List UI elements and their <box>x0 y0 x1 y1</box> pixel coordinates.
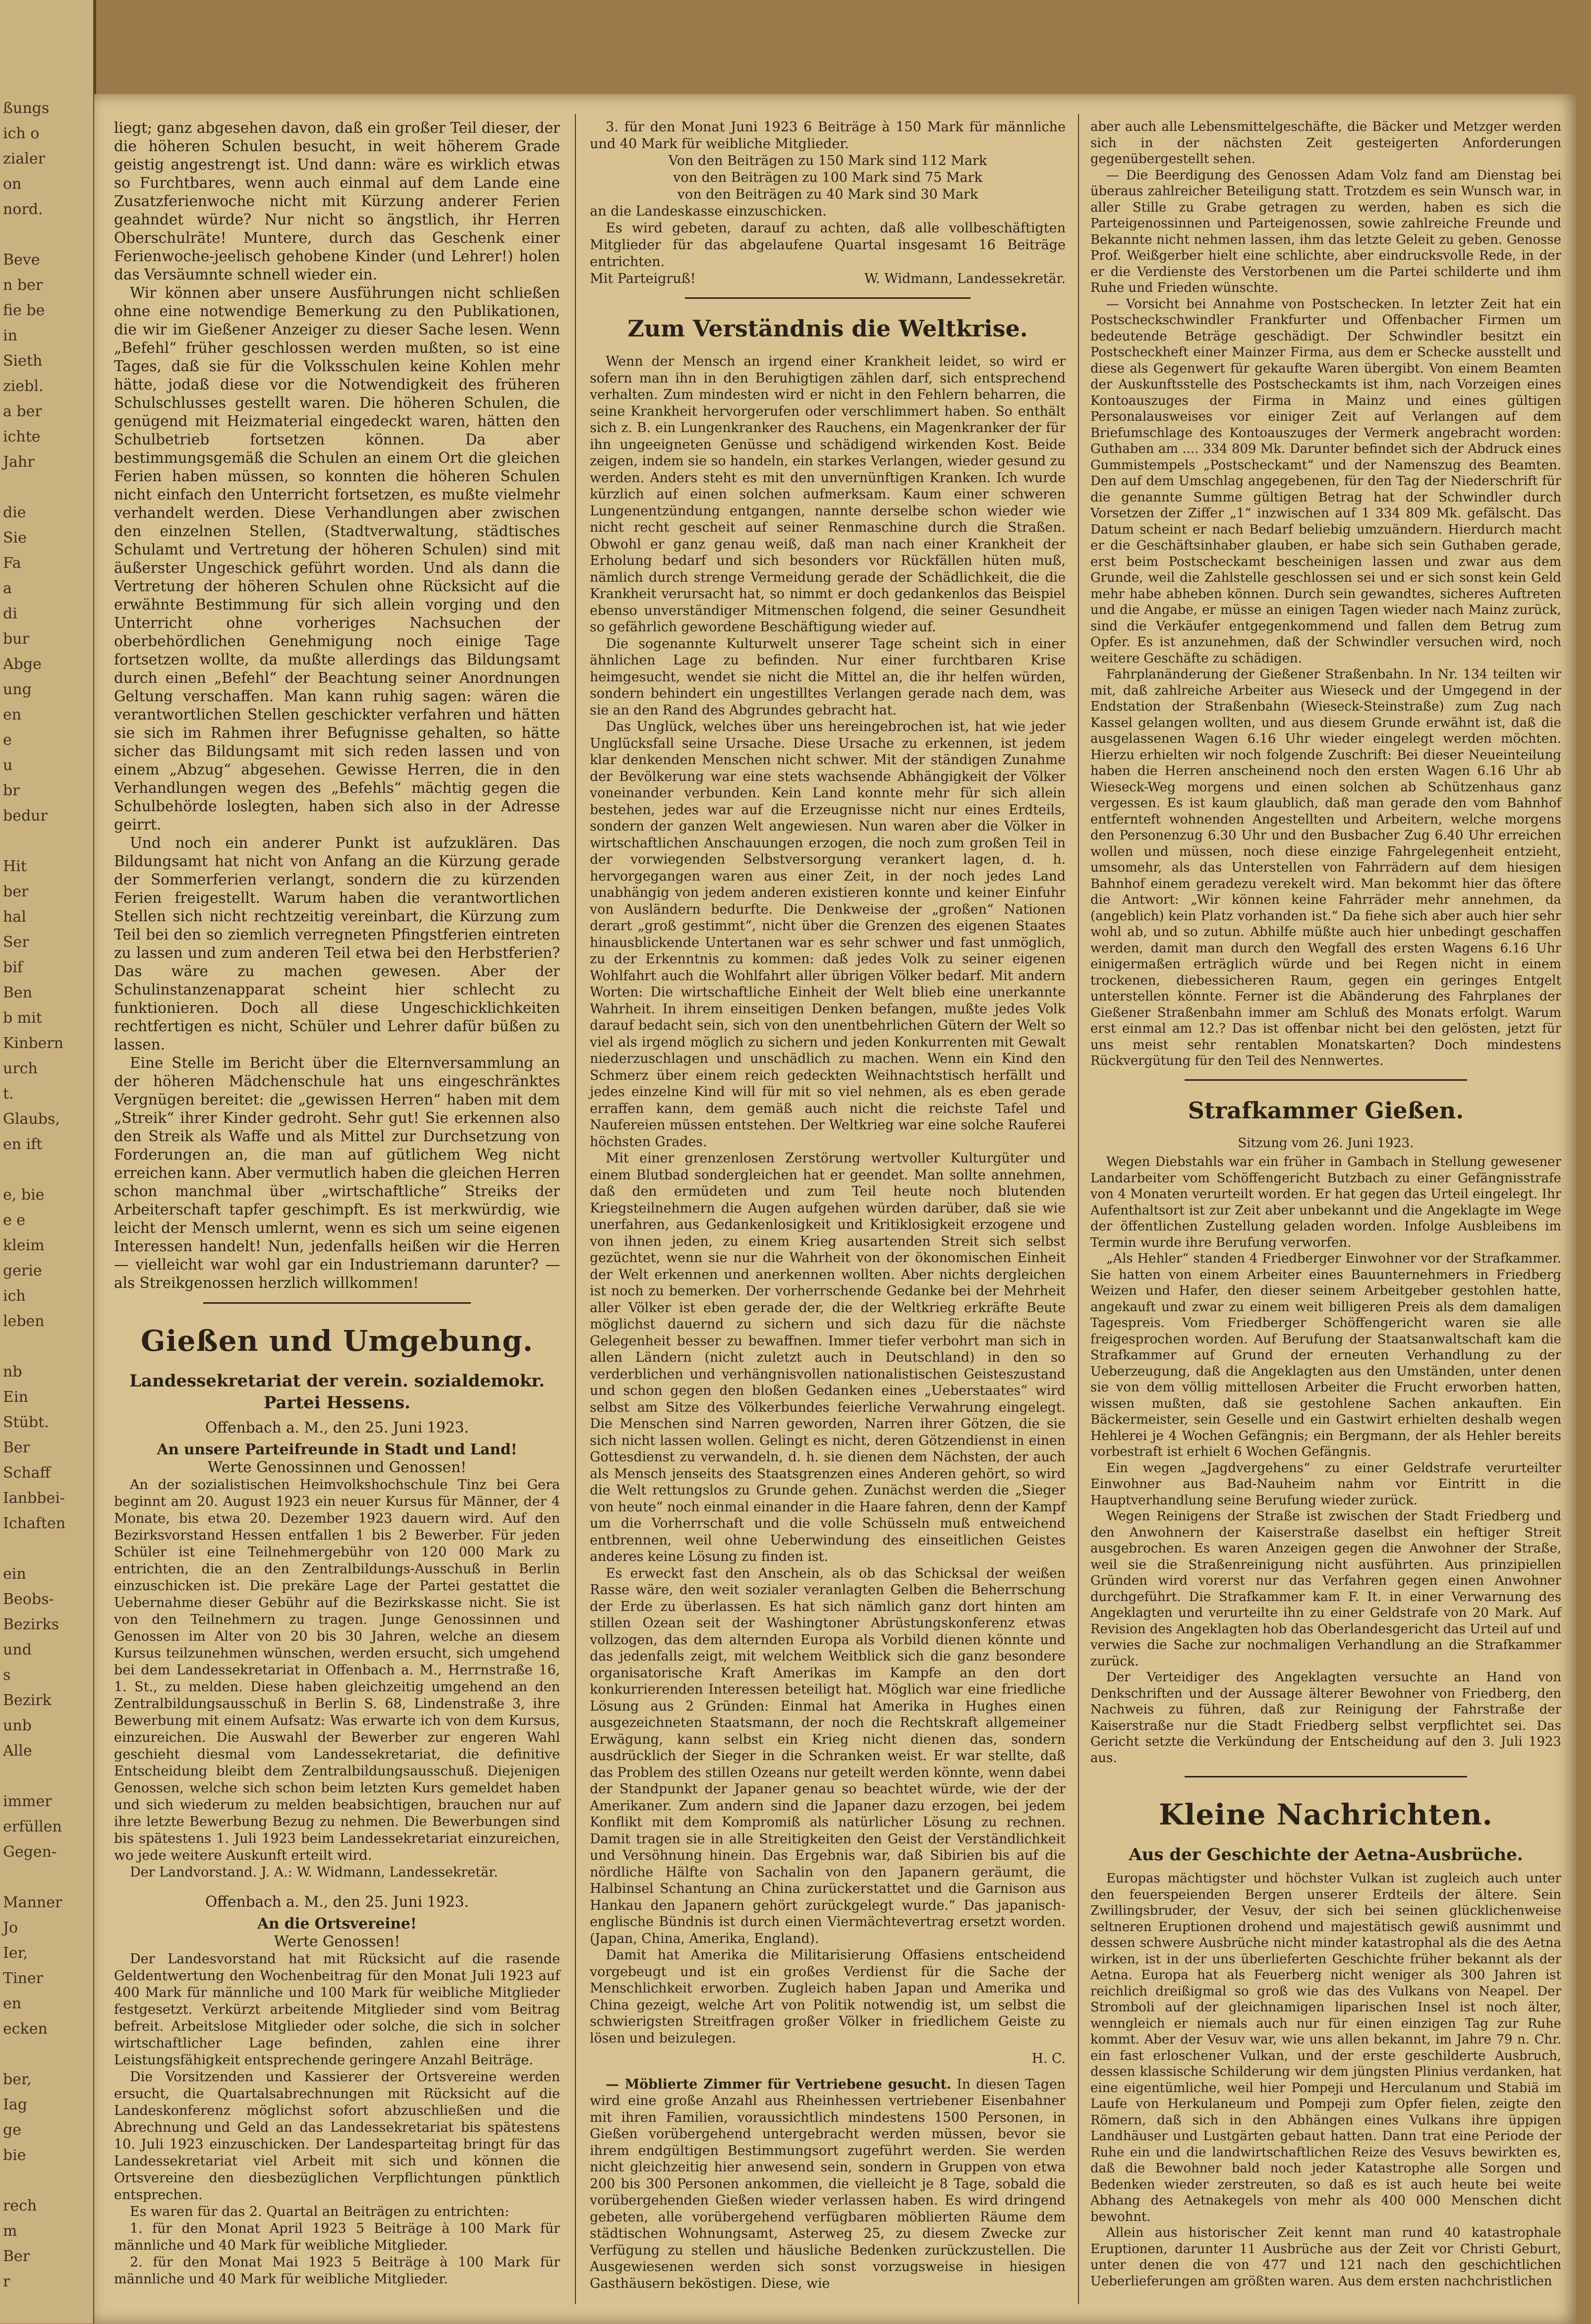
notice-body: 3. für den Monat Juni 1923 6 Beiträge à 150 Mark für männliche und 40 Mark für weibliche Mitglieder. <box>590 119 1066 152</box>
margin-fragment: hal <box>3 908 26 926</box>
notice-line: an die Landeskasse einzuschicken. <box>590 204 827 219</box>
notice-line: von den Beiträgen zu 100 Mark sind 75 Mark <box>673 170 982 185</box>
margin-fragment: Tiner <box>3 1970 44 1987</box>
margin-fragment: urch <box>3 1060 38 1077</box>
margin-fragment: Glaubs, <box>3 1110 60 1128</box>
notice-body: Der Landesvorstand hat mit Rücksicht auf die rasende Geldentwertung den Wochenbeitrag für den Monat Juli 1923 auf 400 Mark für männliche und 100 Mark für weibliche Mitglieder festgesetzt. Verkürzt arbeitende Mitglieder sind vom Beitrag befreit. Arbeitslose Mitglieder oder solche, die sich in solcher wirtschaftlicher Lage befinden, zahlen eine ihrer Leistungsfähigkeit entsprechende geringere Anzahl Beiträge. <box>114 1951 560 2068</box>
margin-fragment: immer <box>3 1793 52 1810</box>
margin-fragment: Manner <box>3 1894 62 1911</box>
column-3 <box>1090 119 1561 2289</box>
margin-fragment: fie be <box>3 302 45 319</box>
margin-fragment: e, bie <box>3 1186 45 1204</box>
margin-fragment: ich o <box>3 125 40 142</box>
margin-fragment: Schaff <box>3 1464 51 1482</box>
margin-fragment: en <box>3 706 22 723</box>
margin-fragment: Stübt. <box>3 1414 49 1431</box>
notice-body: Es waren für das 2. Quartal an Beiträgen zu entrichten: <box>130 2204 510 2219</box>
margin-fragment: unb <box>3 1717 32 1734</box>
margin-fragment: Bezirks <box>3 1616 59 1633</box>
margin-fragment: Kinbern <box>3 1035 63 1052</box>
notice-closing <box>590 271 1066 287</box>
margin-fragment: Sie <box>3 529 27 547</box>
article-paragraph <box>590 2076 1066 2292</box>
news-item: — Die Beerdigung des Genossen Adam Volz fand am Dienstag bei überaus zahlreicher Beteiligung statt. Trotzdem es sein Wunsch war, in aller Stille zu Grabe getragen zu werden, haben es sich die Parteigenossinnen und Parteigenossen, sowie zahlreiche Freunde und Bekannte nicht nehmen lassen, ihm das letzte Geleit zu geben. Genosse Prof. Weißgerber hielt eine schlichte, aber eindrucksvolle Rede, in der er die Verdienste des Verstorbenen um die Partei schilderte und ihm Ruhe und Frieden wünschte. <box>1090 167 1561 295</box>
greeting: Werte Genossinnen und Genossen! <box>207 1459 467 1476</box>
signoff: Der Landvorstand. J. A.: W. Widmann, Landessekretär. <box>130 1865 498 1880</box>
address: An unsere Parteifreunde in Stadt und Land! <box>157 1440 517 1458</box>
margin-fragment: Ein <box>3 1388 28 1406</box>
newspaper-page <box>94 94 1576 2324</box>
margin-fragment: s <box>3 1666 11 1684</box>
margin-fragment: zialer <box>3 150 45 167</box>
news-item-body: In diesen Tagen wird eine große Anzahl aus Rheinhessen vertriebener Eisenbahner mit ihren Familien, voraussichtlich mindestens 1500 Personen, in Gießen vorübergehend untergebracht werden müssen, bevor sie ihrem endgültigen Bestimmungsort zugeführt werden. Sie werden nicht gleichzeitig hier anwesend sein, sondern in Gruppen von etwa 200 bis 300 Personen ankommen, die vielleicht je 8 Tage, sobald die vorübergehenden Gießen wieder verlassen haben. Es wird dringend gebeten, alle vorübergehend verfügbaren möblierten Räume dem städtischen Wohnungsamt, Asterweg 25, zu diesem Zwecke zur Verfügung zu stellen und häusliche Bedenken zurückzustellen. Die Ausgewiesenen werden sich sonst vorzugsweise in hiesigen Gasthäusern beköstigen. Diese, wie <box>590 2076 1066 2291</box>
article-paragraph: Die sogenannte Kulturwelt unserer Tage scheint sich in einer ähnlichen Lage zu befinden. Nur einer furchtbaren Krise heimgesucht, wendet sie nicht die Mittel an, die ihr helfen würden, sondern behindert ein ungestilltes Verlangen gerade nach dem, was sie an den Rand des Abgrundes gebracht hat. <box>590 636 1066 718</box>
article-heading: Zum Verständnis die Weltkrise. <box>627 315 1028 342</box>
section-heading: Strafkammer Gießen. <box>1188 1097 1464 1124</box>
article-paragraph: Allein aus historischer Zeit kennt man rund 40 katastrophale Eruptionen, darunter 11 Ausbrüche aus der Zeit vor Christi Geburt, unter denen die von 477 und 121 nach den geschichtlichen Ueberlieferungen am größten waren. Aus dem ersten nachchristlichen <box>1090 2225 1561 2289</box>
margin-fragment: Alle <box>3 1742 32 1760</box>
margin-fragment: Hit <box>3 858 27 875</box>
margin-fragment: Ber <box>3 1439 30 1456</box>
sub-heading: Aus der Geschichte der Aetna-Ausbrüche. <box>1129 1845 1523 1865</box>
court-report: „Als Hehler“ standen 4 Friedberger Einwohner vor der Strafkammer. Sie hatten von einem Arbeiter eines Bauunternehmers in Friedberg Weizen und Hafer, den dieser seinem Arbeitgeber gestohlen hatte, angekauft und zwar zu einem weit billigeren Preis als dem damaligen Tagespreis. Vom Friedberger Schöffengericht waren sie alle freigesprochen worden. Auf Berufung der Staatsanwaltschaft kam die Strafkammer auf Grund der erneuten Verhandlung zu der Ueberzeugung, daß die Angeklagten aus den Umständen, unter denen sie von dem völlig mittellosen Arbeiter die Frucht erworben hatten, wissen mußten, daß sie gestohlene Sachen ankauften. Ein Bäckermeister, sein Geselle und ein Gastwirt erhielten deshalb wegen Hehlerei je 4 Wochen Gefängnis; ein Bergmann, der als Hehler bereits vorbestraft ist erhielt 6 Wochen Gefängnis. <box>1090 1251 1561 1459</box>
margin-fragment: ich <box>3 1287 26 1305</box>
margin-fragment: Ianbbei- <box>3 1490 65 1507</box>
section-rule <box>685 297 970 299</box>
notice-body: An der sozialistischen Heimvolkshochschule Tinz bei Gera beginnt am 20. August 1923 ein neuer Kursus für Männer, der 4 Monate, bis etwa 20. Dezember 1923 dauern wird. Auf den Bezirksvorstand Hessen entfallen 1 bis 2 Bewerber. Für jeden Schüler ist eine Teilnehmergebühr von 120 000 Mark zu entrichten, die an den Zentralbildungs-Ausschuß in Berlin einzuschicken ist. Die prekäre Lage der Partei gestattet die Uebernahme dieser Gebühr auf die Bezirkskasse nicht. Sie ist von den Teilnehmern zu tragen. Junge Genossinnen und Genossen im Alter von 20 bis 30 Jahren, welche an diesem Kursus teilzunehmen wünschen, werden ersucht, sich umgehend bei dem Landessekretariat in Offenbach a. M., Herrnstraße 16, 1. St., zu melden. Diese haben gleichzeitig umgehend an den Zentralbildungsausschuß in Berlin S. 68, Lindenstraße 3, ihre Bewerbung mit einem Aufsatz: Was erwarte ich von dem Kursus, einzureichen. Die Auswahl der Bewerber zur engeren Wahl geschieht diesmal vom Landessekretariat, die definitive Entscheidung bleibt dem Zentralbildungsausschuß. Diejenigen Genossen, welche sich schon beim letzten Kurs gemeldet haben und sich wiederum zu melden beabsichtigen, brauchen nur auf ihre letzte Bewerbung Bezug zu nehmen. Die Bewerbungen sind bis spätestens 1. Juli 1923 beim Landessekretariat einzureichen, wo jede weitere Auskunft erteilt wird. <box>114 1477 560 1863</box>
court-report: Ein wegen „Jagdvergehens“ zu einer Geldstrafe verurteilter Einwohner aus Bad-Nauheim nahm vor Eintritt in die Hauptverhandlung seine Berufung wieder zurück. <box>1090 1460 1561 1508</box>
margin-fragment: ziebl. <box>3 378 44 395</box>
margin-fragment: bedur <box>3 807 48 825</box>
notice-line: Von den Beiträgen zu 150 Mark sind 112 Mark <box>668 153 987 168</box>
article-paragraph: Und noch ein anderer Punkt ist aufzuklären. Das Bildungsamt hat nicht von Anfang an die Kürzung gerade der Sommerferien verlangt, sondern die zu kürzenden Ferien freigestellt. Warum haben die verantwortlichen Stellen sich nicht rechtzeitig vereinbart, die Kürzung zum Teil bei den so ziemlich verregneten Pfingstferien eintreten zu lassen und zum anderen Teil etwa bei den Herbstferien? Das wäre zu machen gewesen. Aber der Schulinstanzenapparat scheint hier schlecht zu funktionieren. Doch all diese Ungeschicklichkeiten rechtfertigen es nicht, Schüler und Lehrer dafür büßen zu lassen. <box>114 834 560 1053</box>
column-2 <box>590 119 1066 2292</box>
notice-body: 1. für den Monat April 1923 5 Beiträge à 100 Mark für männliche und 40 Mark für weibliche Mitglieder. <box>114 2221 560 2253</box>
margin-fragment: Iag <box>3 2096 27 2113</box>
margin-fragment: kleim <box>3 1237 45 1254</box>
article-paragraph: Damit hat Amerika die Militarisierung Offasiens entscheidend vorgebeugt und ist ein großes Verdienst für die Sache der Menschlichkeit erworben. Zugleich haben Japan und Amerika und China gezeigt, welche Art von Politik notwendig ist, um selbst die schwierigsten Streitfragen großer Völker in friedlichem Geiste zu lösen und beizulegen. <box>590 1947 1066 2046</box>
dateline: Offenbach a. M., den 25. Juni 1923. <box>205 1893 469 1910</box>
dateline: Offenbach a. M., den 25. Juni 1923. <box>205 1419 469 1436</box>
margin-fragment: t. <box>3 1085 14 1103</box>
news-item: Fahrplanänderung der Gießener Straßenbahn. In Nr. 134 teilten wir mit, daß zahlreiche Arbeiter aus Wieseck und der Umgegend in der Endstation der Straßenbahn (Wieseck-Steinstraße) zum Zug nach Kassel gelangen wollten, und aus diesem Grunde erwähnt ist, daß die ausgelassenen Wagen 6.16 Uhr wieder eingelegt werden möchten. Hierzu erhielten wir noch folgende Zuschrift: Bei dieser Neueinteilung haben die Herren anscheinend noch den ersten Wagen 6.16 Uhr ab Wieseck-Weg morgens und einen solchen ab Schützenhaus ganz vergessen. Es ist kaum glaublich, daß man gerade den vom Bahnhof entfernteft wohnenden Angestellten und Arbeitern, welche morgens den Personenzug 6.30 Uhr und den Busbacher Zug 6.40 Uhr erreichen wollen und müssen, noch diese einzige Fahrgelegenheit entzieht, umsomehr, als das Unterstellen von Fahrrädern auf dem hiesigen Bahnhof einem geradezu verekelt wird. Man bekommt hier das öftere die Antwort: „Wir können keine Fahrräder mehr annehmen, da (angeblich) kein Platz vorhanden ist.“ Da fiehe sich aber auch hier sehr wohl ab, und so zutun. Abhilfe müßte auch hier unbedingt geschaffen werden, damit man durch den Wegfall des ersten Wagens 6.16 Uhr einigermaßen erträglich würde und bei Regen nicht in einem trockenen, diebessicheren Raum, gegen ein geringes Entgelt unterstellen könnte. Ferner ist die Abänderung des Fahrplanes der Gießener Straßenbahn immer am Schluß des Monats erfolgt. Warum erst einmal am 12.? Das ist offenbar nicht bei den gelösten, jetzt für uns meist sehr rentablen Monatskarten? Doch mindestens Rückvergütung für den Teil des Nennwertes. <box>1090 667 1561 1068</box>
margin-fragment: ge <box>3 2121 21 2139</box>
article-paragraph: aber auch alle Lebensmittelgeschäfte, die Bäcker und Metzger werden sich in der nächsten Zeit gesteigerten Anforderungen gegenübergestellt sehen. <box>1090 119 1561 166</box>
notice-body: Es wird gebeten, darauf zu achten, daß alle vollbeschäftigten Mitglieder für das abgelaufene Quartal insgesamt 16 Beiträge entrichten. <box>590 221 1066 270</box>
margin-fragment: gerie <box>3 1262 42 1279</box>
margin-fragment: Jahr <box>3 453 35 471</box>
column-1 <box>114 119 560 2288</box>
section-rule <box>1185 1079 1467 1081</box>
margin-fragment: Ichaften <box>3 1515 66 1532</box>
margin-fragment: Gegen- <box>3 1843 57 1861</box>
margin-fragment: bif <box>3 959 23 976</box>
article-paragraph: Das Unglück, welches über uns hereingebrochen ist, hat wie jeder Unglücksfall seine Ursache. Diese Ursache zu erkennen, ist jedem klar denkenden Menschen nicht schwer. Mit der ständigen Zunahme der Bevölkerung war eine stets wachsende Abhängigkeit der Völker voneinander verbunden. Kein Land konnte mehr für sich allein bestehen, jedes war auf die Erzeugnisse nicht nur eines Erdteils, sondern der ganzen Welt angewiesen. Nun waren aber die Völker in wirtschaftlichen Anschauungen erzogen, die noch zum großen Teil in der vorwiegenden Selbstversorgung verankert lagen, d. h. hervorgegangen waren aus einer Zeit, in der noch jedes Land unabhängig von jedem anderen existieren konnte und keiner Einfuhr von Ausländern bedurfte. Die Denkweise der „großen“ Nationen derart „groß gestimmt“, nicht über die Grenzen des eigenen Staates hinausblickende Untertanen war es sehr schwer und fast unmöglich, zu der Erkenntnis zu kommen: daß jedes Volk zu seiner eigenen Wohlfahrt auch die Wohlfahrt aller übrigen Völker bedarf. Mit andern Worten: Die wirtschaftliche Einheit der Welt blieb eine unerkannte Wahrheit. In ihrem einseitigen Denken befangen, mußte jedes Volk darauf bedacht sein, sich von den unentbehrlichen Gütern der Welt so viel als irgend möglich zu sichern und jeden Konkurrenten mit Gewalt niederzuschlagen und unschädlich zu machen. Wenn ein Kind den Schmerz über einem reich gedeckten Weihnachtstisch herfällt und jedes einzelne Kind will für mit so viel nehmen, als es eben gerade erraffen kann, dem gemäß auch nicht die reichste Tafel und Naufereien müssen entstehen. Der Weltkrieg war eine solche Rauferei höchsten Grades. <box>590 719 1066 1150</box>
margin-fragment: on <box>3 175 22 193</box>
address: An die Ortsvereine! <box>257 1915 417 1932</box>
margin-fragment: erfüllen <box>3 1818 62 1835</box>
margin-fragment: br <box>3 782 20 799</box>
court-report: Wegen Reinigens der Straße ist zwischen der Stadt Friedberg und den Anwohnern der Kaiserstraße daselbst ein heftiger Streit ausgebrochen. Es waren Anzeigen gegen die Anwohner der Straße, weil sie die Straßenreinigung nicht ausführten. Aus prinzipiellen Gründen wird vorerst nur das Verfahren gegen einen Anwohner durchgeführt. Die Strafkammer kam F. It. in einer Verwarnung des Angeklagten und verurteilte ihn zu einer Geldstrafe von 20 Mark. Auf Revision des Angeklagten hob das Oberlandesgericht das Urteil auf und verwies die Sache zur nochmaligen Verhandlung an die Strafkammer zurück. <box>1090 1509 1561 1669</box>
margin-fragment: Bezirk <box>3 1692 52 1709</box>
article-paragraph: Europas mächtigster und höchster Vulkan ist zugleich auch unter den feuerspeienden Bergen unserer Erdteils der ältere. Sein Zwillingsbruder, der Vesuv, der sich bei seinen glücklichenweise seltneren Eruptionen drohend und majestätisch gewiß ausnimmt und dessen schwere Ausbrüche nicht minder katastrophal als die des Aetna wirken, ist in der uns überlieferten Geschichte früher bekannt als der Aetna. Europa hat als Feuerberg nicht weniger als 300 Jahren ist reichlich dreißigmal so groß wie das des Vulkans von Neapel. Der Stromboli auf der gleichnamigen liparischen Insel ist noch älter, wenngleich er niemals auch nur für einen einzigen Tag zur Ruhe kommt. Aber der Vesuv war, wie uns allen bekannt, im Jahre 79 n. Chr. ein fast erloschener Vulkan, und der erste geschilderte Ausbruch, dessen klassische Schilderung wir dem jüngsten Plinius verdanken, hat eine eigentümliche, weil hier Pompeji und Herculanum und Stabiä im Laufe von Herkulaneum und Pompeji zum Opfer fielen, zeigte den Römern, daß sich in den Abhängen eines Vulkans ihre üppigen Landhäuser und Lustgärten gebaut hatten. Dann trat eine Periode der Ruhe ein und die landwirtschaftlichen Reize des Vesuvs bewirkten es, daß die Bewohner bald noch jeder Katastrophe alle Sorgen und Bedenken wieder zerstreuten, so daß es ist auch heute bei weite Abhang des Aetnakegels von mehr als 400 000 Menschen dicht bewohnt. <box>1090 1871 1561 2224</box>
margin-fragment: Beve <box>3 251 40 269</box>
margin-fragment: n ber <box>3 277 43 294</box>
margin-fragment: m <box>3 2222 17 2240</box>
margin-fragment: di <box>3 605 17 622</box>
margin-fragment: Ser <box>3 934 29 951</box>
notice-body: 2. für den Monat Mai 1923 5 Beiträge à 100 Mark für männliche und 40 Mark für weibliche Mitglieder. <box>114 2255 560 2287</box>
section-rule <box>1185 1776 1467 1777</box>
margin-fragment: r <box>3 2273 10 2290</box>
margin-fragment: rech <box>3 2197 37 2214</box>
margin-fragment: in <box>3 327 22 344</box>
court-report: Wegen Diebstahls war ein früher in Gambach in Stellung gewesener Landarbeiter vom Schöffengericht Butzbach zu einer Gefängnisstrafe von 4 Monaten verurteilt worden. Er hat gegen das Urteil eingelegt. Ihr Aufenthaltsort ist zur Zeit aber unbekannt und die Angeklagte im Wege der öffentlichen Zustellung geladen worden. Infolge Ausbleibens im Termin wurde ihre Berufung verworfen. <box>1090 1155 1561 1250</box>
article-paragraph: Eine Stelle im Bericht über die Elternversammlung an der höheren Mädchenschule hat uns eingeschränktes Vergnügen bereitet: die „gewissen Herren“ haben mit dem „Streik“ ihrer Kinder gedroht. Sehr gut! Sie erkennen also den Streik als Waffe und als Mittel zur Durchsetzung von Forderungen an, die man auf gütlichem Weg nicht erreichen kann. Aber vermutlich haben die gleichen Herren schon manchmal über „wirtschaftliche“ Streiks der Arbeiterschaft tapfer geschimpft. Es ist merkwürdig, wie leicht der Mensch umlernt, wenn es sich um seine eigenen Interessen handelt! Nun, jedenfalls heißen wir die Herren — vielleicht war wohl gar ein Industriemann darunter? — als Streikgenossen herzlich willkommen! <box>114 1054 560 1291</box>
margin-fragment: Abge <box>3 656 42 673</box>
margin-fragment: bie <box>3 2147 26 2164</box>
article-paragraph: Es erweckt fast den Anschein, als ob das Schicksal der weißen Rasse wäre, den weit sozialer veranlagten Gelben die Beherrschung der Erde zu überlassen. Es hat sich nämlich ganz dort hinten am stillen Ozean seit der Washingtoner Abrüstungskonferenz etwas vollzogen, das dem alternden Europa als Vorbild dienen könnte und das jedenfalls zeigt, mit welchem Weitblick sich die ganz besondere organisatorische Kraft Amerikas im Kampfe an den dort konkurrierenden Interessen beteiligt hat. Möglich war eine friedliche Lösung aus 2 Gründen: Einmal hat Amerika in Hughes einen ausgezeichneten Staatsmann, der noch die Rechtskraft allgemeiner Erwägung, kann selbst ein Krieg nicht dienen das, sondern ausdrücklich der Sieger in die Schranken weist. Er war stellte, daß das Problem des stillen Ozeans nur geteilt werden könnte, wenn dabei der Standpunkt der Japaner genau so beachtet würde, wie der der Amerikaner. Zum andern sind die Japaner dazu erzogen, bei jedem Konflikt mit dem Kompromiß als natürlicher Lösung zu rechnen. Damit tragen sie in alle Streitigkeiten den Geist der Verständlichkeit und Versöhnung hinein. Das Ergebnis war, daß Sibirien bis auf die nördliche Hälfte von Sachalin von den Japanern geräumt, die Halbinsel Schantung an China zurückerstattet und die Garnison aus Hankau den Japanern gehört zurückgelegt wurde.“ Das japanisch-englische Bündnis ist durch einen Viermächtevertrag ersetzt worden. (Japan, China, Amerika, England). <box>590 1565 1066 1946</box>
closing-signature: W. Widmann, Landessekretär. <box>864 271 1066 286</box>
adjacent-page-strip <box>0 0 96 2324</box>
margin-fragment: Ier, <box>3 1944 28 1962</box>
margin-fragment: ßungs <box>3 100 50 117</box>
margin-fragment: u <box>3 757 13 774</box>
margin-fragment: und <box>3 1641 32 1659</box>
margin-fragment: ber, <box>3 2071 32 2088</box>
margin-fragment: e e <box>3 1212 26 1229</box>
margin-fragment: b mit <box>3 1009 42 1027</box>
notice-body: Die Vorsitzenden und Kassierer der Ortsvereine werden ersucht, die Quartalsabrechnungen mit Rücksicht auf die Landeskonferenz möglichst sofort abzuschließen und die Abrechnung und Geld an das Landessekretariat bis spätestens 10. Juli 1923 einzuschicken. Der Landesparteitag bringt für das Landessekretariat viel Arbeit mit sich und können die Ortsvereine den diesbezüglichen Verpflichtungen pünktlich entsprechen. <box>114 2069 560 2203</box>
greeting: Werte Genossen! <box>274 1933 400 1950</box>
court-report: Der Verteidiger des Angeklagten versuchte an Hand von Denkschriften und der Aussage älterer Bewohner von Friedberg, den Nachweis zu führen, daß zur Reinigung der Fahrstraße der Kaiserstraße nur die Stadt Friedberg selbst verpflichtet sei. Das Gericht setzte die Verkündung der Entscheidung auf den 3. Juli 1923 aus. <box>1090 1670 1561 1766</box>
closing-greeting: Mit Parteigruß! <box>590 271 696 286</box>
notice-line: von den Beiträgen zu 40 Mark sind 30 Mark <box>677 187 978 202</box>
margin-fragment: en ift <box>3 1136 43 1153</box>
margin-fragment: nord. <box>3 201 43 218</box>
article-paragraph: liegt; ganz abgesehen davon, daß ein großer Teil dieser, der die höheren Schulen besucht, in weit höherem Grade geistig angestrengt ist. Und dann: wäre es wirklich etwas so Furchtbares, wenn auch einmal auf dem Lande eine Zusatzferienwoche nicht mit Kürzung anderer Ferien geahndet würde? Nur nicht so ängstlich, ihr Herren Oberschulräte! Muntere, durch das Geschenk einer Ferienwoche-jeelisch gehobene Kinder (und Lehrer!) holen das Versäumnte schnell wieder ein. <box>114 119 560 283</box>
article-paragraph: Mit einer grenzenlosen Zerstörung wertvoller Kulturgüter und einem Blutbad sondergleichen hat er geendet. Man sollte annehmen, daß den ermüdeten und zum Teil heute noch blutenden Kriegsteilnehmern die Augen aufgehen würden darüber, daß sie wie unerfahren, aus Gedankenlosigkeit und Kritiklosigkeit erzogene und von ihnen jeden, zu einem Krieg ausartenden Streit sich selbst gezüchtet, wenn sie nur die Wahrheit von der ökonomischen Einheit der Welt erkennen und anerkennen wollten. Aber nichts dergleichen ist noch zu bemerken. Der vorherrschende Gedanke bei der Mehrheit aller Völker ist eben gerade der, die der Weltkrieg erkräfte Beute möglichst dauernd zu sichern und sich dazu für die nächste Gelegenheit besser zu bewaffnen. Immer tiefer verbohrt man sich in allen Ländern (nicht zuletzt auch in Deutschland) in den so verderblichen und verhängnisvollen nationalistischen Geisteszustand und schon gegen den bloßen Gedanken eines „Ueberstaates“ wird selbst am Sitze des Völkerbundes feierliche Verwahrung eingelegt. Die Menschen sind Narren geworden, Narren ihrer Götzen, die sie sich nicht lassen wollen. Gelingt es nicht, deren Götzendienst in einen Gottesdienst zu verwandeln, d. h. sie dienen dem Nächsten, der auch als Mensch jenseits des Staatsgrenzen eines Anderen gehört, so wird die Welt rettungslos zu Grunde gehen. Zunächst werden die „Sieger von heute“ noch einmal einander in die Haare fahren, denn der Kampf um die Vorherrschaft und die volle Schüsseln muß entweichend entbrennen, weil ohne Ueberwindung des einseitlichen Geistes anderes keine Lösung zu finden ist. <box>590 1151 1066 1564</box>
margin-fragment: en <box>3 1995 22 2012</box>
margin-fragment: Ben <box>3 984 33 1001</box>
margin-fragment: die <box>3 504 26 521</box>
sub-heading: Landessekretariat der verein. sozialdemokr. Partei Hessens. <box>129 1371 545 1413</box>
margin-fragment: Jo <box>3 1919 18 1937</box>
margin-fragment: Sieth <box>3 352 43 370</box>
margin-fragment: e <box>3 731 12 749</box>
margin-fragment: bur <box>3 630 29 648</box>
margin-fragment: ung <box>3 681 32 698</box>
margin-fragment: Beobs- <box>3 1591 54 1608</box>
margin-fragment: a ber <box>3 403 42 420</box>
section-heading: Gießen und Umgebung. <box>141 1324 533 1358</box>
section-rule <box>203 1302 471 1304</box>
margin-fragment: nb <box>3 1363 22 1381</box>
session-dateline: Sitzung vom 26. Juni 1923. <box>1238 1135 1414 1151</box>
news-item-title: — Möblierte Zimmer für Vertriebene gesucht. <box>606 2076 952 2092</box>
article-paragraph: Wir können aber unsere Ausführungen nicht schließen ohne eine notwendige Bemerkung zu den Publikationen, die wir im Gießener Anzeiger zu dieser Sache lesen. Wenn „Befehl“ früher geschlossen werden mußten, so ist eine Tages, daß sie für die Volksschulen keine Kohlen mehr hätte, jodaß diese vor die Notwendigkeit des früheren Schulschlusses gestellt waren. Die höheren Schulen, die genügend mit Heizmaterial eingedeckt waren, hätten den Schulbetrieb fortsetzen können. Da aber bestimmungsgemäß die Schulen an einem Ort die gleichen Ferien haben müssen, so konnten die höheren Schulen nicht einfach den Unterricht fortsetzen, es mußte vielmehr verhandelt werden. Diese Verhandlungen aber zwischen den einzelnen Stellen, (Stadtverwaltung, städtisches Schulamt und Vertretung der höheren Schulen) sind mit äußerster Ungeschick geführt worden. Und als dann die Vertretung der höheren Schulen ohne Rücksicht auf die erwähnte Bestimmung für sich allein vorging und den Unterricht ohne vorheriges Nachsuchen der oberbehördlichen Genehmigung noch einige Tage fortsetzen wollte, da mußte allerdings das Bildungsamt durch einen „Befehl“ der Beachtung seiner Anordnungen Geltung verschaffen. Man kann ruhig sagen: wären die verantwortlichen Stellen geschickter verfahren und hätten sie sich im Rahmen ihrer Befugnisse gehalten, so hätte sicher das Bildungsamt mit sich reden lassen und von einem „Abzug“ abgesehen. Gewisse Herren, die in den Verhandlungen wegen des „Befehls“ mächtig gegen die Schulbehörde loslegten, haben sich also in der Adresse geirrt. <box>114 284 560 833</box>
article-paragraph: Wenn der Mensch an irgend einer Krankheit leidet, so wird er sofern man ihn in den Beruhigtigen zählen darf, sich entsprechend verhalten. Zum mindesten wird er nicht in den Fehlern beharren, die seine Krankheit hervorgerufen oder verschlimmert haben. So enthält sich z. B. ein Lungenkranker des Rauchens, ein Magenkranker der für ihn ungeeigneten Genüsse und schädigend wirkenden Kost. Beide zeigen, indem sie so handeln, ein starkes Verlangen, wieder gesund zu werden. Anders steht es mit den unvernünftigen Kranken. Ich wurde kürzlich auf einen solchen aufmerksam. Kaum einer schweren Lungenentzündung entgangen, nannte derselbe schon wieder wie nicht recht gescheit auf seiner Renmaschine durch die Straßen. Obwohl er ganz genau weiß, daß man nach einer Krankheit der Erholung bedarf und sich besonders vor Rückfällen hüten muß, nämlich durch strenge Vermeidung gerade der Schädlichkeit, die die Krankheit verursacht hat, so nimmt er doch gedankenlos das Beispiel ebenso unverständiger Mitmenschen folgend, die seiner Gesundheit so gefährlich gewordene Beschäftigung wieder auf. <box>590 354 1066 635</box>
margin-fragment: leben <box>3 1313 45 1330</box>
margin-fragment: ecken <box>3 2020 48 2038</box>
margin-fragment: ein <box>3 1565 26 1583</box>
margin-fragment: ichte <box>3 428 41 445</box>
margin-fragment: a <box>3 580 12 597</box>
margin-fragment: ber <box>3 883 29 900</box>
news-item: — Vorsicht bei Annahme von Postschecken. In letzter Zeit hat ein Postscheckschwindler Frankfurter und Offenbacher Firmen um bedeutende Beträge geschädigt. Der Schwindler besitzt ein Postscheckheft einer Mainzer Firma, aus dem er Schecke ausstellt und diese als Gegenwert für gekaufte Waren übergibt. Von einem Beamten der Auskunftsstelle des Postscheckamts ist ihm, nach Vorzeigen eines Kontoauszuges der Firma in Mainz und eines gültigen Personalausweises vor einiger Zeit auf Verlangen auf dem Briefumschlage des Kontoauszuges der Vermerk angebracht worden: Guthaben am .... 334 809 Mk. Darunter befindet sich der Abdruck eines Gummistempels „Postscheckamt“ und der Namenszug des Beamten. Den auf dem Umschlag angegebenen, für den Tag der Niederschrift für die genannte Summe gültigen Betrag hat der Schwindler durch Vorsetzen der Ziffer „1“ inzwischen auf 1 334 809 Mk. gefälscht. Das Datum scheint er nach Bedarf beliebig umzuändern. Hierdurch macht er die Geschäftsinhaber glauben, er habe sich sein Guthaben gerade, erst beim Postscheckamt bescheinigen lassen und zwar aus dem Grunde, weil die Zahlstelle geschlossen sei und er sich sonst kein Geld mehr habe abheben können. Durch sein gewandtes, sicheres Auftreten und die Angabe, er müsse an einigen Tagen wieder nach Mainz zurück, sind die Verkäufer entgegenkommend und fallen dem Betrug zum Opfer. Es ist anzunehmen, daß der Schwindler versuchen wird, noch weitere Geschäfte zu schädigen. <box>1090 296 1561 666</box>
margin-fragment: Fa <box>3 554 21 572</box>
column-rule <box>1078 114 1079 2304</box>
margin-fragment: Ber <box>3 2248 30 2265</box>
article-initials: H. C. <box>1031 2051 1066 2066</box>
section-heading: Kleine Nachrichten. <box>1159 1798 1493 1831</box>
column-rule <box>575 114 576 2304</box>
